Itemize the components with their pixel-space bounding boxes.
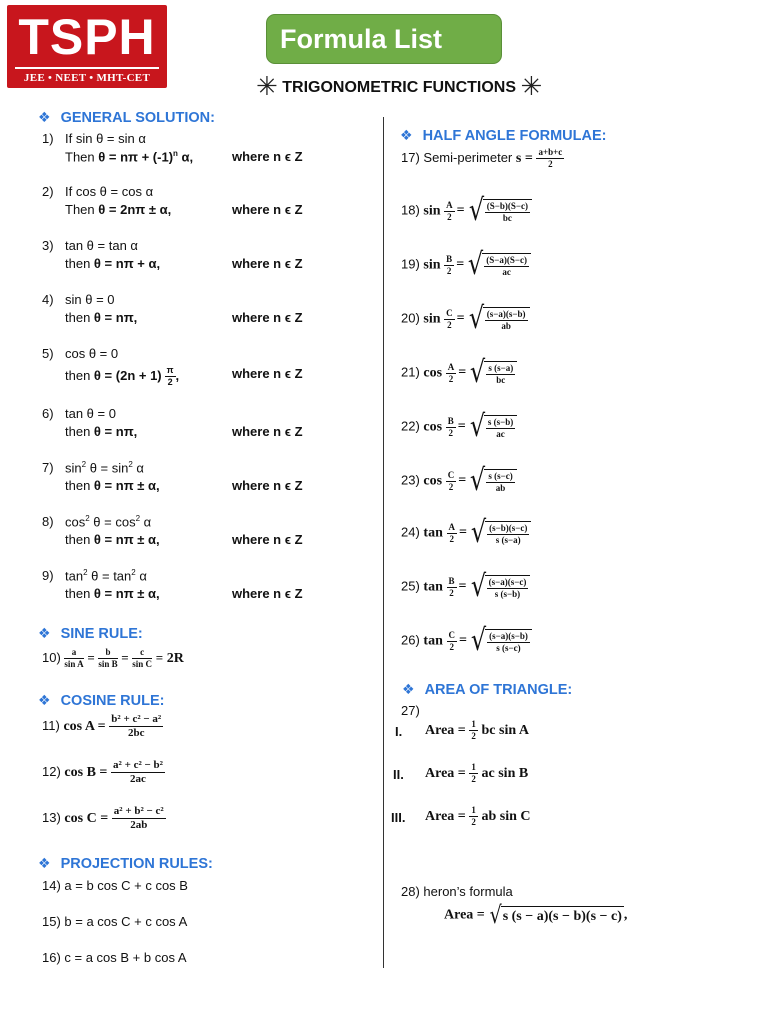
roman-numeral: III. — [391, 810, 406, 825]
semi-perimeter-formula — [401, 148, 564, 169]
condition-text: sin — [65, 460, 82, 476]
fraction — [486, 472, 514, 493]
condition-where: where n ϵ Z — [232, 366, 303, 381]
item-number: 4) — [42, 292, 54, 307]
column-divider — [383, 117, 384, 968]
rhs: ab sin C — [481, 808, 531, 824]
condition-text: α — [132, 460, 144, 476]
square-root-icon: √ — [468, 301, 484, 336]
radicand — [482, 253, 531, 277]
cosine-formula — [42, 714, 163, 739]
numerator: (s−a)(s−b) — [489, 631, 528, 641]
condition-text: If cos θ = cos α — [65, 184, 154, 199]
numerator: (S−a)(S−c) — [486, 255, 528, 265]
fraction — [486, 418, 515, 439]
page-title: Formula List — [266, 14, 502, 64]
numerator: (s−b)(s−c) — [489, 523, 528, 533]
numerator: (s−a)(s−c) — [488, 577, 527, 587]
numerator: 1 — [471, 805, 476, 815]
radicand — [484, 469, 516, 493]
numerator: c — [132, 648, 152, 659]
half-angle-formula — [401, 193, 532, 228]
condition-text: cos θ = 0 — [65, 346, 119, 361]
fraction — [487, 632, 530, 653]
rhs: 2R — [166, 650, 184, 666]
radicand: s (s − a)(s − b)(s − c) — [501, 906, 624, 925]
radicand — [485, 521, 531, 545]
asterisk-icon: ✳ — [256, 71, 278, 101]
denominator: ac — [496, 429, 505, 439]
solution-line — [65, 532, 160, 547]
item-number: 5) — [42, 346, 54, 361]
denominator: sin A — [64, 659, 84, 669]
condition-text: θ = cos — [89, 514, 136, 530]
equals: = — [458, 365, 467, 381]
fraction — [111, 760, 165, 785]
solution-line — [65, 366, 179, 387]
condition-line — [65, 346, 118, 361]
numerator: A — [447, 361, 455, 372]
radicand — [485, 629, 532, 653]
formula-number: 23) — [401, 472, 420, 488]
numerator: a — [64, 648, 83, 659]
condition-line — [65, 568, 147, 583]
condition-line — [65, 292, 115, 307]
denominator: 2 — [449, 533, 454, 544]
formula-number: 13) — [42, 809, 61, 825]
function-name: sin — [423, 257, 441, 273]
lhs: Area = — [425, 808, 466, 824]
numerator: A — [448, 521, 455, 532]
radicand — [484, 361, 517, 385]
section-heading-half-angle — [400, 127, 606, 144]
numerator: B — [448, 575, 455, 586]
logo-text: TSPH — [18, 9, 156, 65]
equals: = — [121, 649, 129, 665]
formula-number: 11) — [42, 717, 60, 733]
denominator: 2 — [471, 731, 476, 741]
condition-text: If sin θ = sin α — [65, 131, 146, 146]
half-angle-formula — [401, 355, 517, 390]
area-formula — [425, 806, 531, 827]
function-name: cos — [423, 473, 443, 489]
solution-prefix: Then — [65, 202, 99, 217]
roman-numeral: I. — [395, 724, 403, 739]
formula-number: 25) — [401, 578, 420, 594]
roman-numeral: II. — [393, 767, 404, 782]
condition-where: where n ϵ Z — [232, 586, 303, 601]
fraction — [487, 524, 529, 545]
exponent: 2 — [128, 460, 133, 469]
square-root-icon: √ — [470, 515, 487, 550]
numerator: s (s−a) — [488, 363, 514, 373]
half-angle-formula — [401, 409, 517, 444]
denominator: ab — [495, 483, 506, 493]
half-angle-formula — [401, 623, 532, 658]
solution-prefix: then — [65, 532, 94, 547]
condition-text: cos — [65, 514, 86, 530]
solution-text: θ = (2n + 1) — [93, 367, 162, 383]
solution-line — [65, 424, 137, 439]
condition-where: where n ϵ Z — [232, 424, 303, 439]
condition-text: α — [135, 568, 147, 584]
denominator: bc — [502, 213, 512, 223]
equals: = — [457, 419, 466, 435]
function-name: cos — [423, 365, 443, 381]
denominator: s (s−a) — [495, 535, 521, 545]
denominator: 2 — [548, 159, 553, 169]
lhs: Area = — [425, 722, 466, 738]
numerator: C — [447, 469, 455, 480]
fraction — [165, 366, 176, 387]
fraction — [469, 720, 478, 741]
solution-line — [65, 586, 160, 601]
function-name: tan — [423, 633, 443, 649]
angle-fraction — [444, 255, 454, 276]
numerator: C — [446, 307, 453, 318]
lhs: Area = — [425, 765, 466, 781]
denominator: 2 — [446, 265, 452, 276]
section-heading-sine — [38, 625, 143, 642]
radicand — [485, 575, 531, 599]
function-name: cos — [423, 419, 443, 435]
section-label: HALF ANGLE FORMULAE: — [422, 128, 607, 144]
fraction — [536, 148, 564, 169]
lhs: Area = — [444, 907, 485, 923]
section-label: COSINE RULE: — [60, 693, 165, 709]
solution-prefix: then — [65, 256, 94, 271]
formula-number: 12) — [42, 763, 61, 779]
condition-text: θ = tan — [87, 568, 132, 584]
condition-line — [65, 514, 151, 529]
condition-line — [65, 184, 153, 199]
numerator: b — [98, 648, 117, 659]
solution-text: , — [175, 367, 180, 383]
exponent: 2 — [135, 514, 141, 523]
radicand — [483, 199, 532, 223]
solution-line — [65, 310, 137, 325]
diamond-bullet-icon: ❖ — [400, 127, 413, 143]
condition-text: α — [140, 514, 152, 530]
solution-line — [65, 149, 193, 164]
lhs: cos C = — [64, 810, 109, 826]
function-name: tan — [423, 525, 443, 541]
lhs: cos A = — [63, 718, 106, 734]
angle-fraction — [447, 577, 457, 598]
fraction — [109, 714, 163, 739]
formula-number: 10) — [42, 649, 61, 665]
denominator: 2 — [448, 427, 453, 438]
section-label: PROJECTION RULES: — [60, 856, 213, 872]
exponent: n — [173, 149, 178, 158]
area-formula — [425, 763, 528, 784]
fraction — [484, 256, 529, 277]
exponent: 2 — [131, 568, 136, 577]
half-angle-formula — [401, 569, 530, 604]
fraction — [485, 310, 528, 331]
condition-where: where n ϵ Z — [232, 149, 303, 164]
denominator: sin C — [132, 659, 153, 669]
item-number: 1) — [42, 131, 54, 146]
numerator: 1 — [471, 762, 476, 772]
cosine-formula — [42, 760, 165, 785]
sine-rule-formula — [42, 648, 184, 669]
fraction — [98, 648, 117, 669]
projection-formula: 14) a = b cos C + c cos B — [42, 878, 188, 893]
angle-fraction — [447, 631, 458, 652]
formula-number: 21) — [401, 364, 420, 380]
section-heading-general — [38, 109, 215, 126]
fraction — [486, 364, 515, 385]
denominator: ab — [501, 321, 511, 331]
solution-text: θ = nπ + (-1) — [98, 149, 174, 165]
fraction — [132, 648, 152, 669]
denominator: 2 — [471, 774, 476, 784]
equals: = — [87, 649, 95, 665]
tsph-logo — [7, 5, 167, 88]
numerator: 1 — [471, 719, 476, 729]
condition-where: where n ϵ Z — [232, 256, 303, 271]
section-heading-area — [402, 681, 572, 698]
subtitle-text: TRIGONOMETRIC FUNCTIONS — [282, 79, 517, 96]
half-angle-formula — [401, 247, 531, 282]
condition-line — [65, 238, 138, 253]
denominator: 2 — [449, 641, 454, 652]
section-label: SINE RULE: — [60, 626, 143, 642]
heron-formula — [444, 900, 627, 930]
condition-where: where n ϵ Z — [232, 478, 303, 493]
condition-where: where n ϵ Z — [232, 310, 303, 325]
angle-fraction — [446, 363, 457, 384]
numerator: C — [448, 629, 455, 640]
logo-rule — [15, 67, 159, 69]
solution-text: θ = nπ, — [93, 310, 138, 325]
solution-prefix: then — [65, 424, 94, 439]
solution-prefix: then — [65, 367, 94, 383]
numerator: B — [446, 253, 453, 264]
equals: = — [459, 525, 467, 541]
equals: = — [458, 473, 467, 489]
denominator: bc — [496, 375, 506, 385]
denominator: 2ab — [130, 819, 148, 831]
lhs: s = — [515, 150, 533, 166]
diamond-bullet-icon: ❖ — [38, 855, 51, 871]
trailing-comma: , — [623, 907, 628, 923]
item-number: 9) — [42, 568, 54, 583]
angle-fraction — [444, 201, 455, 222]
rhs: bc sin A — [481, 722, 529, 738]
square-root-icon: √ — [468, 247, 484, 282]
formula-number: 20) — [401, 310, 420, 326]
page-subtitle — [256, 73, 542, 100]
solution-prefix: then — [65, 586, 94, 601]
solution-line — [65, 478, 160, 493]
denominator: s (s−c) — [496, 643, 521, 653]
square-root-icon: √ — [468, 193, 484, 228]
rhs: ac sin B — [481, 765, 529, 781]
formula-number: 26) — [401, 632, 420, 648]
formula-label: 17) Semi-perimeter — [401, 149, 513, 165]
condition-line — [65, 131, 146, 146]
angle-fraction — [446, 471, 457, 492]
function-name: sin — [423, 203, 441, 219]
diamond-bullet-icon: ❖ — [38, 692, 51, 708]
denominator: sin B — [98, 659, 118, 669]
diamond-bullet-icon: ❖ — [38, 109, 51, 125]
angle-fraction — [446, 417, 456, 438]
condition-line — [65, 460, 144, 475]
denominator: 2 — [471, 817, 476, 827]
item-number: 2) — [42, 184, 54, 199]
condition-text: tan θ = tan α — [65, 238, 138, 253]
half-angle-formula — [401, 515, 531, 550]
denominator: 2 — [448, 373, 454, 384]
projection-formula: 15) b = a cos C + c cos A — [42, 914, 188, 929]
numerator: B — [447, 415, 454, 426]
equals: = — [458, 579, 467, 595]
condition-where: where n ϵ Z — [232, 202, 303, 217]
square-root-icon: √ — [470, 623, 487, 658]
condition-text: tan — [65, 568, 84, 584]
section-label: GENERAL SOLUTION: — [60, 110, 215, 126]
solution-text: θ = nπ ± α, — [93, 586, 160, 601]
numerator: A — [446, 199, 453, 210]
numerator: (s−a)(s−b) — [486, 309, 526, 319]
asterisk-icon: ✳ — [520, 71, 543, 101]
solution-prefix: then — [65, 478, 94, 493]
area-formula — [425, 720, 529, 741]
equals: = — [155, 649, 164, 665]
numerator: b² + c² − a² — [111, 713, 162, 725]
radicand — [483, 307, 530, 331]
projection-formula: 16) c = a cos B + b cos A — [42, 950, 187, 965]
item-number: 6) — [42, 406, 54, 421]
diamond-bullet-icon: ❖ — [38, 625, 51, 641]
numerator: (S−b)(S−c) — [486, 201, 529, 211]
solution-text: θ = nπ + α, — [93, 256, 161, 271]
half-angle-formula — [401, 301, 530, 336]
square-root-icon: √ — [469, 409, 485, 444]
square-root-icon: √ — [470, 569, 486, 604]
square-root-icon: √ — [470, 463, 486, 498]
denominator: s (s−b) — [494, 589, 521, 599]
fraction — [485, 202, 530, 223]
solution-text: θ = nπ ± α, — [93, 532, 160, 547]
exponent: 2 — [81, 460, 87, 469]
numerator: s (s−b) — [487, 417, 514, 427]
condition-text: sin θ = 0 — [65, 292, 115, 307]
numerator: π — [166, 365, 174, 375]
lhs: cos B = — [64, 764, 108, 780]
formula-number: 18) — [401, 202, 420, 218]
section-heading-cosine — [38, 692, 164, 709]
half-angle-formula — [401, 463, 517, 498]
numerator: s (s−c) — [488, 471, 513, 481]
denominator: 2 — [448, 481, 454, 492]
denominator: 2bc — [128, 727, 145, 739]
fraction — [469, 763, 478, 784]
radicand — [484, 415, 517, 439]
numerator: a² + b² − c² — [113, 805, 164, 817]
solution-prefix: then — [65, 310, 94, 325]
item-number: 3) — [42, 238, 54, 253]
exponent: 2 — [85, 514, 90, 523]
solution-line — [65, 256, 160, 271]
angle-fraction — [444, 309, 455, 330]
numerator: a² + c² − b² — [113, 759, 163, 771]
solution-line — [65, 202, 171, 217]
diamond-bullet-icon: ❖ — [402, 681, 415, 697]
solution-text: θ = 2nπ ± α, — [98, 202, 172, 217]
solution-text: α, — [177, 149, 194, 165]
denominator: 2 — [167, 377, 173, 387]
numerator: a+b+c — [538, 147, 563, 157]
square-root-icon: √ — [470, 355, 486, 390]
fraction — [487, 578, 529, 599]
logo-tagline: JEE • NEET • MHT-CET — [23, 72, 151, 84]
formula-number: 19) — [401, 256, 420, 272]
formula-number: 22) — [401, 418, 420, 434]
exponent: 2 — [83, 568, 88, 577]
fraction — [64, 648, 83, 669]
angle-fraction — [447, 523, 458, 544]
heron-label: 28) heron’s formula — [401, 884, 513, 899]
cosine-formula — [42, 806, 166, 831]
item-number: 8) — [42, 514, 54, 529]
function-name: tan — [423, 579, 443, 595]
formula-number: 24) — [401, 524, 420, 540]
section-label: AREA OF TRIANGLE: — [424, 682, 573, 698]
fraction — [112, 806, 166, 831]
denominator: 2 — [449, 587, 454, 598]
square-root-icon: √ — [489, 901, 503, 929]
condition-line — [65, 406, 116, 421]
item-number: 7) — [42, 460, 54, 475]
equals: = — [459, 633, 467, 649]
fraction — [469, 806, 478, 827]
solution-prefix: Then — [65, 149, 99, 165]
denominator: 2ac — [130, 773, 146, 785]
equals: = — [456, 311, 465, 327]
solution-text: θ = nπ ± α, — [93, 478, 160, 493]
equals: = — [456, 203, 465, 219]
equals: = — [456, 257, 465, 273]
function-name: sin — [423, 311, 441, 327]
denominator: ac — [502, 267, 511, 277]
denominator: 2 — [447, 319, 452, 330]
denominator: 2 — [447, 211, 452, 222]
solution-text: θ = nπ, — [93, 424, 138, 439]
section-heading-projection — [38, 855, 213, 872]
condition-text: tan θ = 0 — [65, 406, 116, 421]
condition-text: θ = sin — [86, 460, 129, 476]
condition-where: where n ϵ Z — [232, 532, 303, 547]
formula-number: 27) — [401, 703, 420, 718]
